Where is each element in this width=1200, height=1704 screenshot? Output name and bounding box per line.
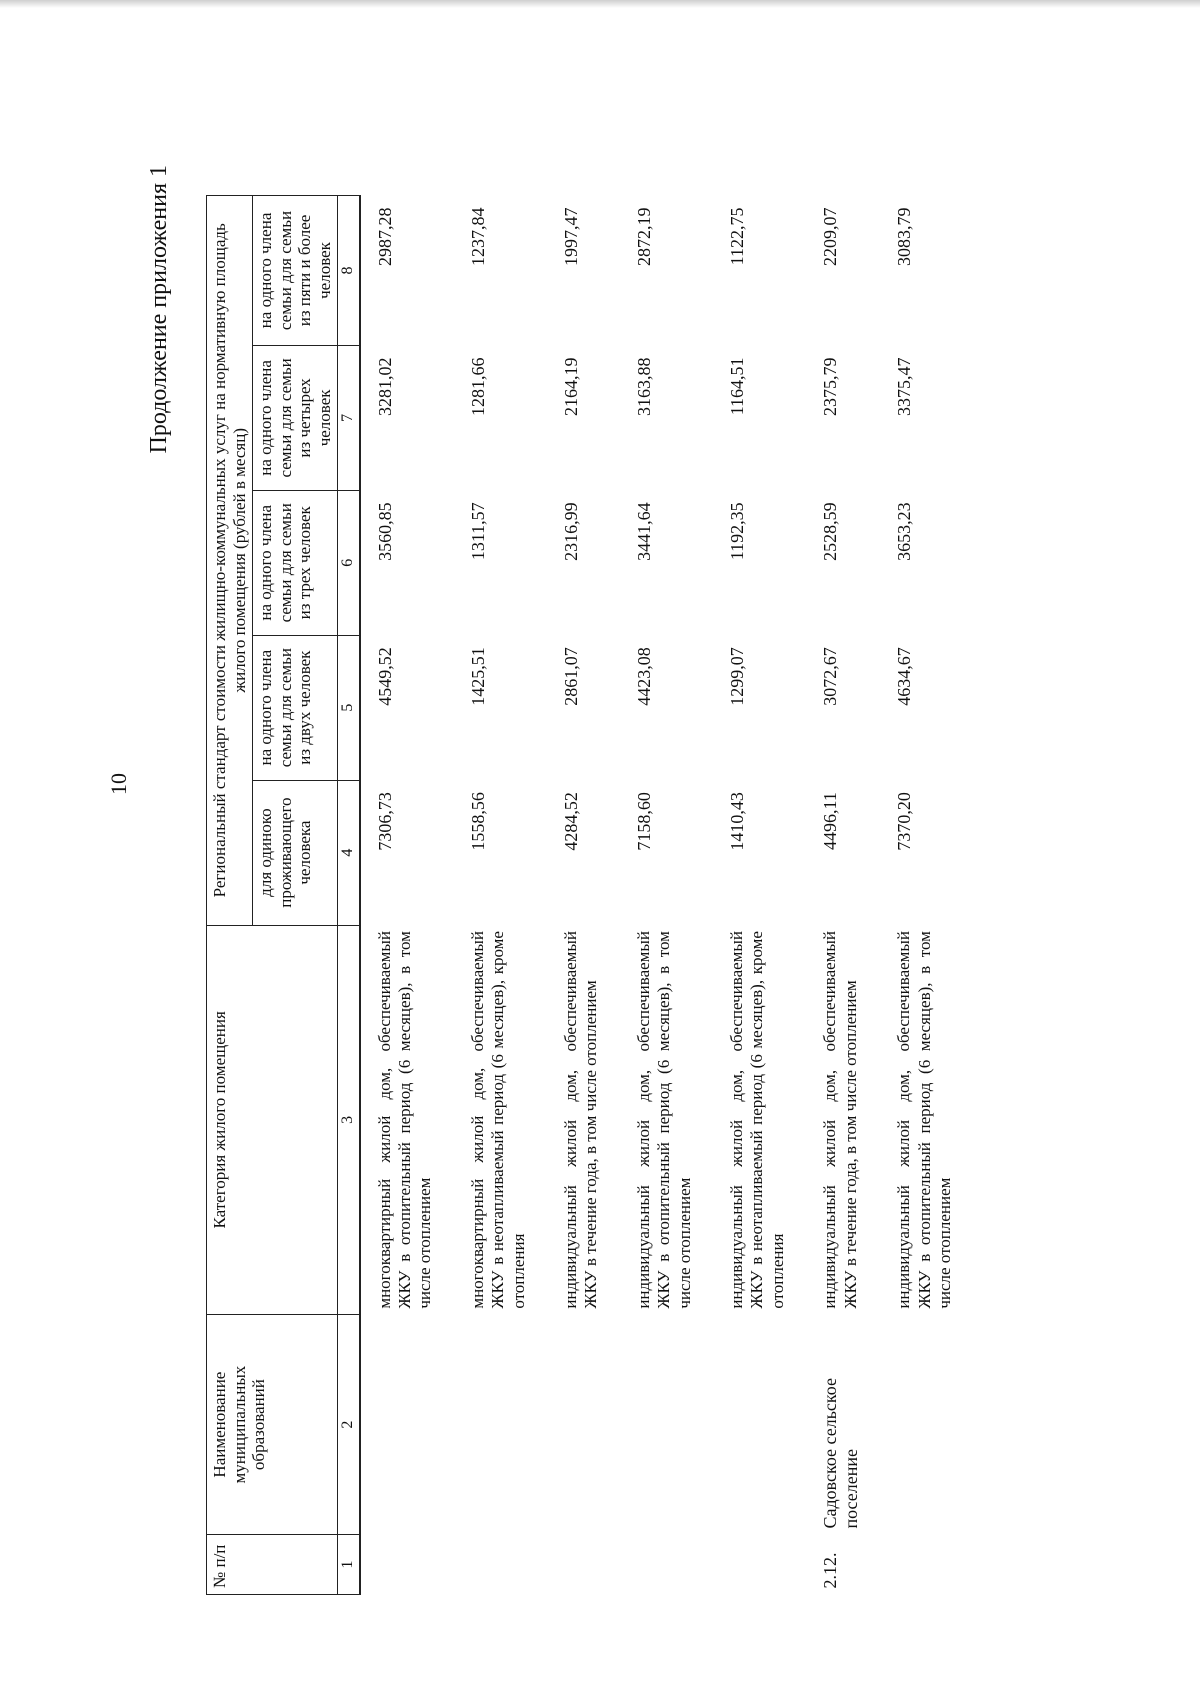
row-municipality	[360, 1315, 454, 1535]
row-municipality	[547, 1315, 620, 1535]
rotated-page	[60, 35, 1200, 1655]
value-two: 1425,51	[467, 647, 488, 706]
row-municipality	[454, 1315, 547, 1535]
value-four: 1281,66	[467, 357, 488, 416]
value-four: 3163,88	[633, 357, 654, 416]
col-number: 5	[338, 635, 360, 780]
col-number: 1	[338, 1535, 360, 1595]
header-regional-standard: Региональный стандарт стоимости жилищно-коммунальных услуг на нормативную площадь жилого помещения (рублей в месяц)	[207, 196, 253, 926]
row-municipality	[713, 1315, 806, 1535]
value-two: 4634,67	[894, 647, 915, 706]
value-two: 2861,07	[561, 647, 582, 706]
row-index	[620, 1535, 713, 1595]
table-row	[806, 196, 880, 1595]
col-number: 2	[338, 1315, 360, 1535]
row-category: многоквартирный жилой дом, обеспечиваемый ЖКУ в отопительный период (6 месяцев), в том числе отоплением	[374, 931, 435, 1309]
value-single: 1558,56	[467, 792, 488, 851]
value-single: 4284,52	[561, 792, 582, 851]
row-municipality	[620, 1315, 713, 1535]
tariff-table	[206, 195, 973, 1595]
table-row	[547, 196, 620, 1595]
value-five: 2209,07	[820, 207, 841, 266]
row-category: индивидуальный жилой дом, обеспечиваемый ЖКУ в неотапливаемый период (6 месяцев), кроме отопления	[726, 931, 787, 1309]
row-municipality: Садовское сельское поселение	[820, 1378, 862, 1529]
col-number: 3	[338, 925, 360, 1315]
header-four: на одного члена семьи для семьи из четырех человек	[253, 345, 338, 490]
value-four: 2375,79	[820, 357, 841, 416]
value-five: 1997,47	[561, 207, 582, 266]
value-four: 2164,19	[561, 357, 582, 416]
value-five: 2987,28	[374, 207, 395, 266]
row-municipality	[880, 1315, 973, 1535]
table-row	[360, 196, 454, 1595]
col-number: 4	[338, 780, 360, 925]
header-category: Категория жилого помещения	[207, 925, 338, 1315]
value-three: 1311,57	[467, 502, 488, 561]
row-index: 2.12.	[820, 1552, 841, 1589]
row-index	[713, 1535, 806, 1595]
row-category: индивидуальный жилой дом, обеспечиваемый ЖКУ в течение года, в том числе отоплением	[561, 931, 601, 1309]
row-index	[547, 1535, 620, 1595]
value-five: 2872,19	[633, 207, 654, 266]
value-single: 7306,73	[374, 792, 395, 851]
value-three: 2528,59	[820, 502, 841, 561]
header-five: на одного члена семьи для семьи из пяти и более человек	[253, 196, 338, 346]
continuation-title: Продолжение приложения 1	[146, 165, 172, 454]
row-index	[880, 1535, 973, 1595]
value-three: 1192,35	[726, 502, 747, 561]
row-index	[360, 1535, 454, 1595]
value-four: 3375,47	[894, 357, 915, 416]
value-two: 1299,07	[726, 647, 747, 706]
col-number: 6	[338, 490, 360, 635]
value-two: 3072,67	[820, 647, 841, 706]
col-number: 8	[338, 196, 360, 346]
value-five: 1237,84	[467, 207, 488, 266]
value-single: 4496,11	[820, 792, 841, 850]
value-single: 7370,20	[894, 792, 915, 851]
value-five: 1122,75	[726, 207, 747, 266]
header-municipality: Наименование муниципальных образований	[207, 1315, 338, 1535]
value-three: 2316,99	[561, 502, 582, 561]
row-index	[454, 1535, 547, 1595]
value-four: 3281,02	[374, 357, 395, 416]
row-category: индивидуальный жилой дом, обеспечиваемый ЖКУ в отопительный период (6 месяцев), в том числе отоплением	[894, 931, 954, 1309]
value-five: 3083,79	[894, 207, 915, 266]
scan-edge	[0, 0, 1200, 8]
value-single: 7158,60	[633, 792, 654, 851]
value-three: 3560,85	[374, 502, 395, 561]
row-category: многоквартирный жилой дом, обеспечиваемый ЖКУ в неотапливаемый период (6 месяцев), кроме отопления	[467, 931, 528, 1309]
row-category: индивидуальный жилой дом, обеспечиваемый ЖКУ в течение года, в том числе отоплением	[820, 931, 860, 1309]
value-two: 4549,52	[374, 647, 395, 706]
value-single: 1410,43	[726, 792, 747, 851]
header-three: на одного члена семьи для семьи из трех человек	[253, 490, 338, 635]
value-three: 3653,23	[894, 502, 915, 561]
header-single: для одиноко проживающего человека	[253, 780, 338, 925]
row-category: индивидуальный жилой дом, обеспечиваемый ЖКУ в отопительный период (6 месяцев), в том числе отоплением	[633, 931, 694, 1309]
header-two: на одного члена семьи для семьи из двух человек	[253, 635, 338, 780]
table-row	[620, 196, 713, 1595]
page-number: 10	[106, 773, 131, 795]
header-number: № п/п	[207, 1535, 338, 1595]
table-row	[713, 196, 806, 1595]
value-four: 1164,51	[726, 357, 747, 416]
table-row	[880, 196, 973, 1595]
value-three: 3441,64	[633, 502, 654, 561]
value-two: 4423,08	[633, 647, 654, 706]
table-row	[454, 196, 547, 1595]
col-number: 7	[338, 345, 360, 490]
